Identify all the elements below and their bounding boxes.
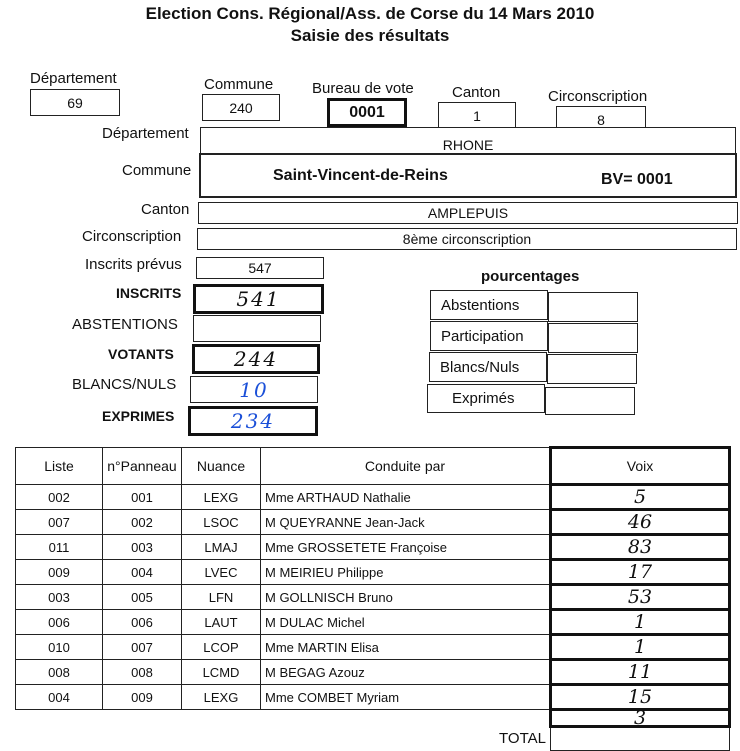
cell-liste: 009	[16, 560, 103, 585]
table-row	[16, 535, 730, 560]
header-conduite: Conduite par	[261, 448, 551, 485]
commune-name-field[interactable]	[199, 153, 737, 198]
pct-exprimes-label: Exprimés	[427, 384, 545, 413]
cell-voix[interactable]: 83	[551, 535, 730, 560]
header-nuance: Nuance	[182, 448, 261, 485]
pct-participation-label: Participation	[430, 321, 548, 351]
cell-nuance: LAUT	[182, 610, 261, 635]
blancs-nuls-label: BLANCS/NULS	[72, 376, 177, 393]
table-row	[16, 685, 730, 710]
cell-liste: 011	[16, 535, 103, 560]
cell-conduite: M BEGAG Azouz	[261, 660, 551, 685]
cell-liste: 003	[16, 585, 103, 610]
cell-voix[interactable]: 5	[551, 485, 730, 510]
cell-liste: 006	[16, 610, 103, 635]
departement-name-field[interactable]: RHONE	[200, 127, 736, 162]
total-label: TOTAL	[499, 730, 546, 747]
abstentions-field[interactable]	[193, 315, 321, 342]
inscrits-prevus-label: Inscrits prévus	[85, 256, 182, 273]
pct-abstentions-label: Abstentions	[430, 290, 548, 320]
table-row	[16, 660, 730, 685]
extra-spacer	[16, 710, 551, 727]
pct-exprimes-field[interactable]	[545, 387, 635, 415]
table-row	[16, 635, 730, 660]
results-header-row	[16, 448, 730, 485]
pct-blancs-nuls-field[interactable]	[547, 354, 637, 384]
exprimes-label: EXPRIMES	[102, 408, 175, 424]
cell-nuance: LVEC	[182, 560, 261, 585]
circonscription-name-field[interactable]: 8ème circonscription	[197, 228, 737, 250]
circonscription-name-label: Circonscription	[82, 228, 182, 245]
cell-panneau: 005	[103, 585, 182, 610]
cell-voix[interactable]: 53	[551, 585, 730, 610]
cell-conduite: M QUEYRANNE Jean-Jack	[261, 510, 551, 535]
cell-nuance: LSOC	[182, 510, 261, 535]
cell-nuance: LCOP	[182, 635, 261, 660]
cell-conduite: M GOLLNISCH Bruno	[261, 585, 551, 610]
pct-participation-field[interactable]	[548, 323, 638, 353]
bv-value: BV= 0001	[601, 171, 673, 188]
table-row	[16, 585, 730, 610]
cell-panneau: 007	[103, 635, 182, 660]
canton-code-field[interactable]: 1	[438, 102, 516, 129]
commune-code-field[interactable]: 240	[202, 94, 280, 121]
commune-code-label: Commune	[204, 76, 274, 93]
table-row	[16, 610, 730, 635]
circonscription-code-field[interactable]: 8	[556, 106, 646, 133]
departement-name-label: Département	[102, 125, 189, 142]
bureau-label: Bureau de vote	[312, 80, 414, 97]
commune-name-value: Saint-Vincent-de-Reins	[273, 167, 448, 184]
pct-abstentions-field[interactable]	[548, 292, 638, 322]
cell-liste: 004	[16, 685, 103, 710]
cell-voix[interactable]: 11	[551, 660, 730, 685]
circonscription-code-label: Circonscription	[548, 88, 648, 105]
cell-panneau: 008	[103, 660, 182, 685]
table-row	[16, 560, 730, 585]
inscrits-field[interactable]: 541	[193, 284, 324, 314]
cell-panneau: 004	[103, 560, 182, 585]
blancs-nuls-field[interactable]: 10	[190, 376, 318, 403]
inscrits-prevus-field[interactable]: 547	[196, 257, 324, 279]
cell-conduite: M MEIRIEU Philippe	[261, 560, 551, 585]
votants-label: VOTANTS	[108, 346, 174, 362]
form-title: Election Cons. Régional/Ass. de Corse du 14 Mars 2010	[145, 4, 595, 23]
abstentions-label: ABSTENTIONS	[72, 316, 178, 333]
cell-panneau: 003	[103, 535, 182, 560]
canton-name-label: Canton	[141, 201, 190, 218]
votants-field[interactable]: 244	[192, 344, 320, 374]
cell-conduite: Mme COMBET Myriam	[261, 685, 551, 710]
cell-panneau: 001	[103, 485, 182, 510]
table-row	[16, 510, 730, 535]
table-row	[16, 485, 730, 510]
cell-voix[interactable]: 1	[551, 610, 730, 635]
total-field[interactable]	[551, 727, 730, 751]
cell-conduite: Mme MARTIN Elisa	[261, 635, 551, 660]
cell-panneau: 006	[103, 610, 182, 635]
table-row-extra	[16, 710, 730, 727]
total-row	[16, 727, 730, 751]
departement-code-label: Département	[30, 70, 117, 87]
pourcentages-title: pourcentages	[481, 268, 580, 285]
cell-nuance: LCMD	[182, 660, 261, 685]
exprimes-field[interactable]: 234	[188, 406, 318, 436]
canton-code-label: Canton	[452, 84, 501, 101]
cell-conduite: M DULAC Michel	[261, 610, 551, 635]
header-liste: Liste	[16, 448, 103, 485]
results-table	[15, 446, 731, 751]
form-subtitle: Saisie des résultats	[290, 26, 450, 45]
cell-conduite: Mme GROSSETETE Françoise	[261, 535, 551, 560]
cell-liste: 002	[16, 485, 103, 510]
departement-code-field[interactable]: 69	[30, 89, 120, 116]
bureau-field[interactable]: 0001	[327, 98, 407, 127]
cell-nuance: LEXG	[182, 485, 261, 510]
cell-conduite: Mme ARTHAUD Nathalie	[261, 485, 551, 510]
cell-voix[interactable]: 15	[551, 685, 730, 710]
inscrits-label: INSCRITS	[116, 285, 182, 301]
cell-liste: 007	[16, 510, 103, 535]
canton-name-field[interactable]: AMPLEPUIS	[198, 202, 738, 224]
pct-blancs-nuls-label: Blancs/Nuls	[429, 352, 547, 382]
cell-nuance: LMAJ	[182, 535, 261, 560]
cell-voix[interactable]: 46	[551, 510, 730, 535]
cell-liste: 010	[16, 635, 103, 660]
header-voix: Voix	[551, 448, 730, 485]
cell-panneau: 009	[103, 685, 182, 710]
header-panneau: n°Panneau	[103, 448, 182, 485]
cell-voix[interactable]: 17	[551, 560, 730, 585]
cell-panneau: 002	[103, 510, 182, 535]
commune-name-label: Commune	[122, 162, 192, 179]
cell-nuance: LEXG	[182, 685, 261, 710]
cell-nuance: LFN	[182, 585, 261, 610]
cell-voix-extra[interactable]: 3	[551, 710, 730, 727]
cell-voix[interactable]: 1	[551, 635, 730, 660]
cell-liste: 008	[16, 660, 103, 685]
